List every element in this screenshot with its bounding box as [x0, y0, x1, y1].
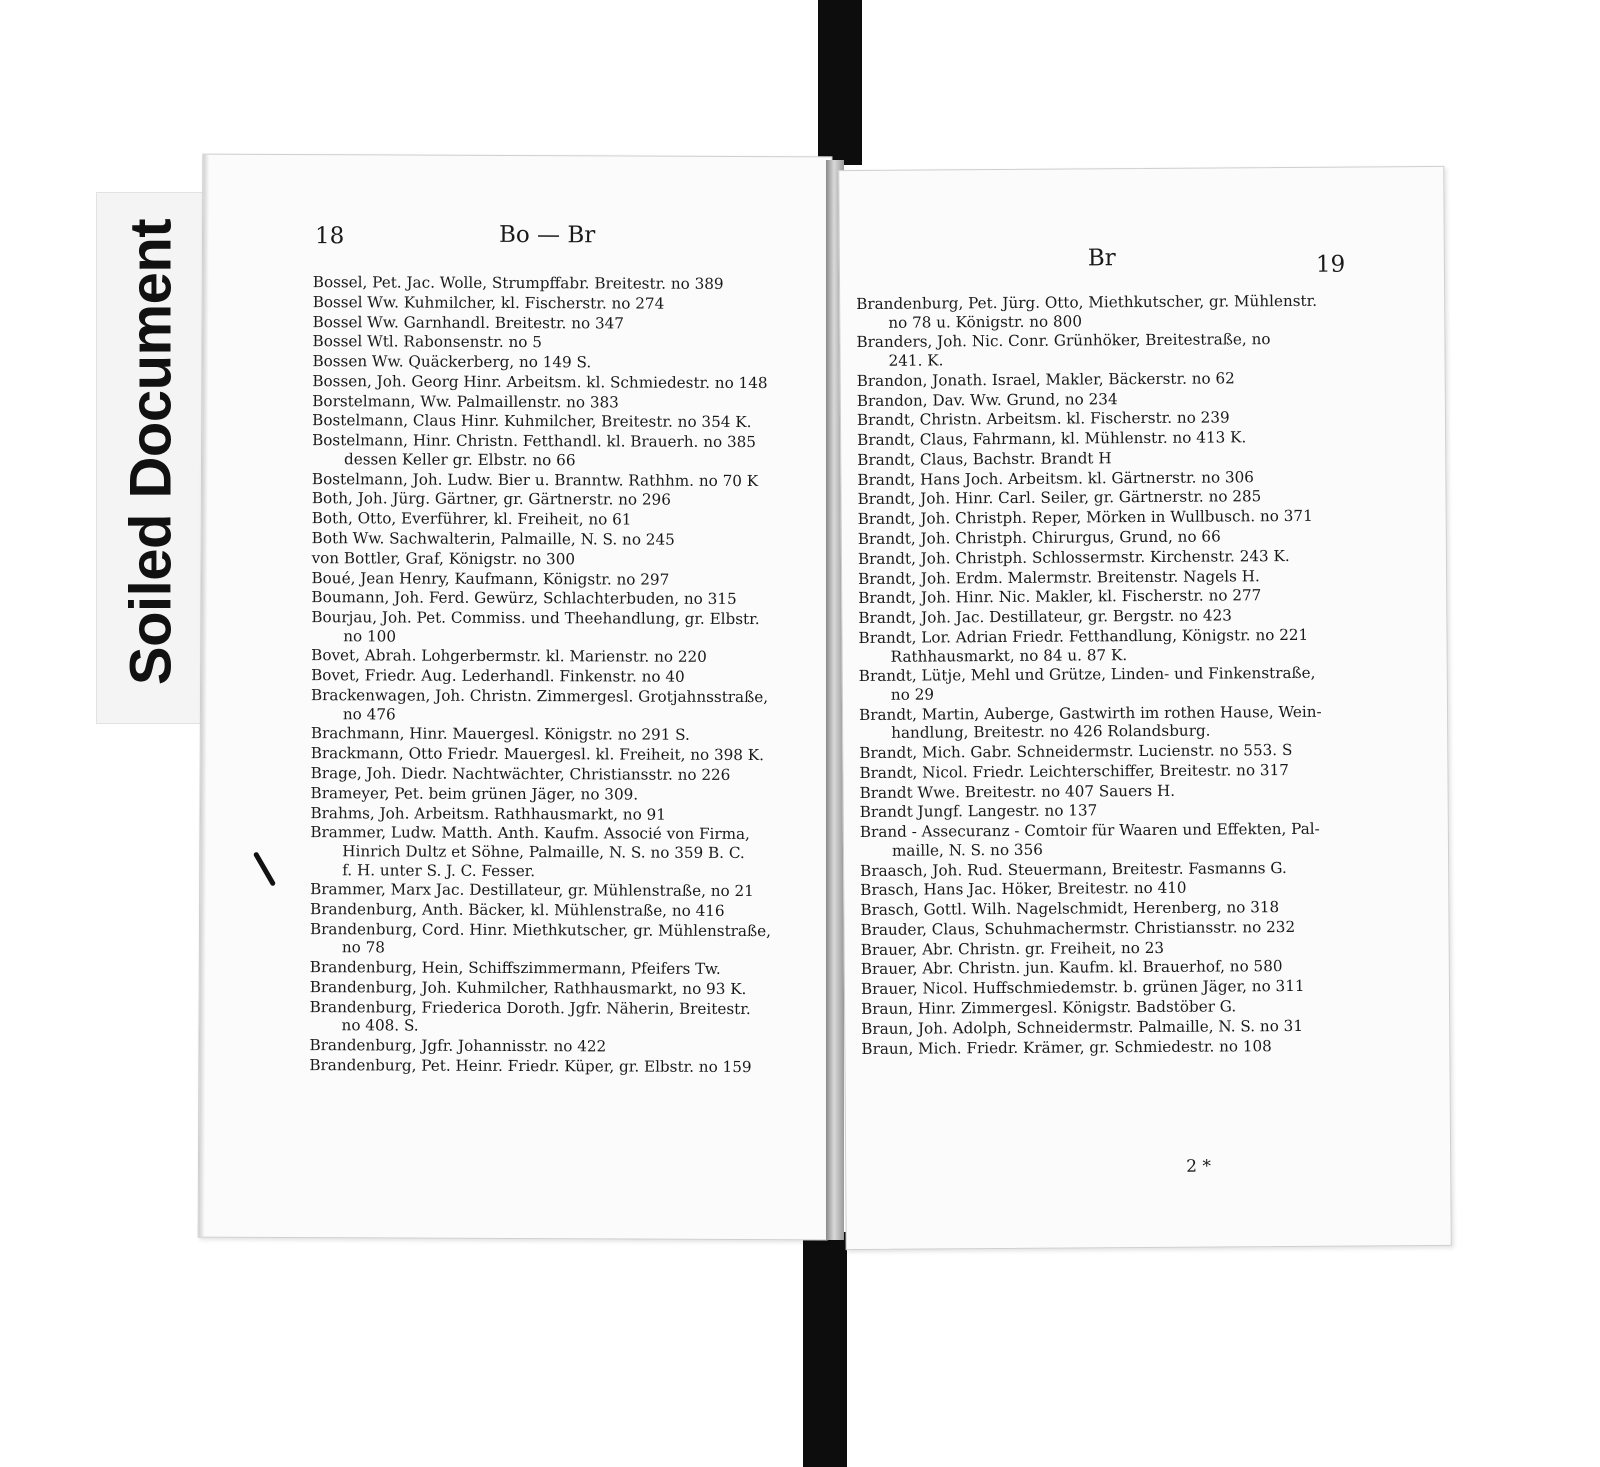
directory-entry [856, 330, 1319, 370]
directory-entry [311, 608, 772, 647]
directory-entry [312, 509, 773, 530]
entry-continuation-line: no 78 [341, 938, 386, 957]
entry-line: Braun, Mich. Friedr. Krämer, gr. Schmiedestr. no 108 [861, 1036, 1272, 1058]
entry-line: Brandt, Joh. Christph. Chirurgus, Grund, no 66 [857, 527, 1221, 549]
entry-line: Boumann, Joh. Ferd. Gewürz, Schlachterbuden, no 315 [311, 588, 737, 609]
directory-entry [310, 900, 771, 921]
entry-line: Brackenwagen, Joh. Christn. Zimmergesl. Grotjahnsstraße, [310, 686, 769, 707]
directory-entry [858, 527, 1321, 549]
entry-continuation-line: maille, N. S. no 356 [891, 840, 1043, 860]
directory-entry [310, 880, 771, 901]
entry-line: Brandt, Christn. Arbeitsm. kl. Fischerstr. no 239 [856, 408, 1230, 430]
directory-entry [311, 784, 772, 805]
directory-entry [312, 372, 773, 393]
directory-entry [311, 764, 772, 785]
directory-entry [859, 702, 1322, 742]
entry-line: Brauer, Nicol. Huffschmiedemstr. b. grünen Jäger, no 311 [860, 977, 1305, 999]
entry-line: Bostelmann, Hinr. Christn. Fetthandl. kl. Brauerh. no 385 [312, 431, 757, 452]
directory-entry [309, 1056, 770, 1077]
entry-line: Bossen, Joh. Georg Hinr. Arbeitsm. kl. Schmiedestr. no 148 [312, 372, 768, 393]
entry-line: Brauer, Abr. Christn. jun. Kaufm. kl. Brauerhof, no 580 [860, 957, 1283, 979]
directory-entry [311, 666, 772, 687]
directory-entry [310, 998, 771, 1037]
directory-entry [858, 566, 1321, 588]
entry-line: Brage, Joh. Diedr. Nachtwächter, Christiansstr. no 226 [310, 764, 731, 784]
entry-line: Bovet, Abrah. Lohgerbermstr. kl. Marienstr. no 220 [311, 646, 707, 667]
directory-entry [858, 606, 1321, 628]
directory-entry [311, 686, 772, 725]
directory-entry [857, 448, 1320, 470]
directory-entry [856, 292, 1319, 332]
entry-line: Bourjau, Joh. Pet. Commiss. und Theehandlung, gr. Elbstr. [311, 608, 760, 629]
directory-entry [857, 467, 1320, 489]
directory-entry [311, 647, 772, 668]
entry-line: Brahms, Joh. Arbeitsm. Rathhausmarkt, no 91 [310, 803, 666, 824]
entry-continuation-line: Rathhausmarkt, no 84 u. 87 K. [890, 645, 1128, 666]
entry-line: Brandt, Joh. Christph. Schlossermstr. Kirchenstr. 243 K. [857, 546, 1290, 568]
entry-line: Bovet, Friedr. Aug. Lederhandl. Finkenstr. no 40 [311, 666, 685, 686]
entry-line: Both, Joh. Jürg. Gärtner, gr. Gärtnerstr. no 296 [311, 489, 671, 510]
entry-line: Brandt, Lütje, Mehl und Grütze, Linden- und Finkenstraße, [858, 664, 1316, 686]
entry-continuation-line: Hinrich Dultz et Söhne, Palmaille, N. S. no 359 B. C. [342, 842, 745, 862]
entry-line: Brandt, Claus, Bachstr. Brandt H [857, 449, 1112, 469]
entry-continuation-line: no 100 [343, 626, 397, 646]
document-label: Soiled Document [118, 218, 184, 686]
directory-entry [311, 569, 772, 590]
directory-entry [310, 978, 771, 999]
directory-entry [310, 804, 771, 825]
entry-continuation-line: no 408. S. [341, 1016, 419, 1035]
right-page-number: 19 [1315, 251, 1346, 278]
entry-line: Braun, Hinr. Zimmergesl. Königstr. Badstöber G. [861, 997, 1237, 1018]
directory-entry [858, 626, 1321, 666]
entry-line: Brand - Assecuranz - Comtoir für Waaren und Effekten, Pal- [859, 819, 1320, 842]
entry-line: Bossen Ww. Quäckerberg, no 149 S. [312, 352, 592, 372]
left-page-number: 18 [314, 223, 345, 250]
binding-strip-bottom [803, 1232, 847, 1467]
entry-continuation-line: no 78 u. Königstr. no 800 [888, 312, 1083, 332]
entry-line: Bostelmann, Joh. Ludw. Bier u. Branntw. Rathhm. no 70 K [311, 469, 759, 490]
directory-entry [858, 586, 1321, 608]
directory-entry [857, 369, 1320, 391]
directory-entry [310, 958, 771, 979]
directory-entry [311, 744, 772, 765]
directory-entry [857, 388, 1320, 410]
directory-entry [857, 408, 1320, 430]
entry-line: Brandenburg, Friederica Doroth. Jgfr. Näherin, Breitestr. [309, 997, 751, 1018]
entry-line: Brandon, Dav. Ww. Grund, no 234 [856, 389, 1118, 410]
right-page-footer: 2 * [1186, 1156, 1212, 1177]
directory-entry [858, 507, 1321, 529]
directory-entry [311, 588, 772, 609]
entry-line: Boué, Jean Henry, Kaufmann, Königstr. no 297 [311, 568, 670, 589]
entry-line: Bostelmann, Claus Hinr. Kuhmilcher, Breitestr. no 354 K. [312, 411, 752, 432]
right-page [838, 166, 1452, 1250]
entry-line: Brandt, Joh. Jac. Destillateur, gr. Bergstr. no 423 [858, 606, 1232, 628]
directory-entry [861, 997, 1324, 1019]
directory-entry [859, 664, 1322, 704]
right-page-header: Br [1087, 245, 1116, 272]
binding-strip-top [818, 0, 862, 165]
entry-continuation-line: f. H. unter S. J. C. Fesser. [342, 860, 536, 880]
directory-entry [312, 352, 773, 373]
directory-entry [857, 428, 1320, 450]
directory-entry [861, 1017, 1324, 1039]
entry-line: Brandt, Joh. Hinr. Nic. Makler, kl. Fischerstr. no 277 [858, 586, 1262, 608]
directory-entry [860, 898, 1323, 920]
entry-line: Brandt, Nicol. Friedr. Leichterschiffer, Breitestr. no 317 [859, 760, 1289, 782]
entry-line: Brandon, Jonath. Israel, Makler, Bäckerstr. no 62 [856, 369, 1235, 390]
left-entries [309, 273, 773, 1078]
directory-entry [310, 823, 771, 881]
directory-entry [860, 918, 1323, 940]
entry-continuation-line: no 29 [890, 685, 935, 704]
entry-line: Brasch, Gottl. Wilh. Nagelschmidt, Herenberg, no 318 [860, 898, 1280, 920]
directory-entry [313, 332, 774, 353]
directory-entry [860, 878, 1323, 900]
entry-line: Brandt, Mich. Gabr. Schneidermstr. Lucienstr. no 553. S [859, 741, 1293, 763]
entry-line: Brandt, Joh. Erdm. Malermstr. Breitenstr. Nagels H. [858, 566, 1260, 588]
directory-entry [312, 529, 773, 550]
directory-entry [312, 392, 773, 413]
directory-entry [861, 977, 1324, 999]
directory-entry [312, 470, 773, 491]
entry-line: Brackmann, Otto Friedr. Mauergesl. kl. Freiheit, no 398 K. [310, 744, 765, 765]
directory-entry [861, 937, 1324, 959]
entry-line: von Bottler, Graf, Königstr. no 300 [311, 548, 576, 569]
entry-line: Both Ww. Sachwalterin, Palmaille, N. S. no 245 [311, 529, 675, 549]
entry-line: Braasch, Joh. Rud. Steuermann, Breitestr. Fasmanns G. [860, 858, 1287, 880]
directory-entry [309, 1036, 770, 1057]
left-page-header: Bo — Br [498, 221, 596, 249]
entry-line: Brandenburg, Anth. Bäcker, kl. Mühlenstraße, no 416 [310, 900, 725, 920]
entry-line: Brandt, Lor. Adrian Friedr. Fetthandlung, Königstr. no 221 [858, 625, 1309, 647]
entry-line: Brandt, Claus, Fahrmann, kl. Mühlenstr. no 413 K. [857, 428, 1247, 450]
entry-line: Brandt, Hans Joch. Arbeitsm. kl. Gärtnerstr. no 306 [857, 467, 1254, 489]
entry-line: Bossel Ww. Kuhmilcher, kl. Fischerstr. no 274 [312, 292, 665, 313]
directory-entry [860, 780, 1323, 802]
entry-line: Brandenburg, Pet. Heinr. Friedr. Küper, gr. Elbstr. no 159 [309, 1056, 752, 1076]
entry-line: Braun, Joh. Adolph, Schneidermstr. Palmaille, N. S. no 31 [861, 1016, 1304, 1038]
directory-entry [310, 920, 771, 959]
entry-line: Brasch, Hans Jac. Höker, Breitestr. no 410 [860, 879, 1187, 900]
entry-line: Brandt, Martin, Auberge, Gastwirth im rothen Hause, Wein- [858, 702, 1322, 724]
entry-line: Brammer, Ludw. Matth. Anth. Kaufm. Associé von Firma, [310, 823, 750, 844]
entry-line: Bossel Ww. Garnhandl. Breitestr. no 347 [312, 312, 625, 333]
directory-entry [861, 957, 1324, 979]
directory-entry [311, 725, 772, 746]
directory-entry [860, 858, 1323, 880]
entry-line: Brandt Jungf. Langestr. no 137 [859, 801, 1098, 822]
directory-entry [313, 293, 774, 314]
directory-entry [312, 549, 773, 570]
entry-line: Brachmann, Hinr. Mauergesl. Königstr. no 291 S. [310, 724, 690, 745]
entry-line: Brandt, Joh. Hinr. Carl. Seiler, gr. Gärtnerstr. no 285 [857, 487, 1262, 509]
entry-continuation-line: no 476 [342, 704, 396, 724]
entry-continuation-line: dessen Keller gr. Elbstr. no 66 [343, 450, 576, 470]
directory-entry [312, 490, 773, 511]
entry-line: Borstelmann, Ww. Palmaillenstr. no 383 [312, 391, 619, 412]
entry-line: Brandenburg, Pet. Jürg. Otto, Miethkutscher, gr. Mühlenstr. [856, 291, 1318, 314]
directory-entry [858, 547, 1321, 569]
entry-line: Brameyer, Pet. beim grünen Jäger, no 309. [310, 783, 639, 804]
entry-line: Brauder, Claus, Schuhmachermstr. Christiansstr. no 232 [860, 917, 1296, 939]
entry-line: Brauer, Abr. Christn. gr. Freiheit, no 23 [860, 938, 1165, 959]
entry-line: Brandenburg, Joh. Kuhmilcher, Rathhausmarkt, no 93 K. [309, 978, 747, 999]
directory-entry [859, 761, 1322, 783]
entry-continuation-line: 241. K. [888, 351, 944, 370]
entry-line: Bossel Wtl. Rabonsenstr. no 5 [312, 332, 542, 352]
directory-entry [857, 487, 1320, 509]
entry-line: Brandenburg, Cord. Hinr. Miethkutscher, gr. Mühlenstraße, [309, 919, 772, 940]
directory-entry [312, 431, 773, 470]
left-page [198, 154, 833, 1241]
directory-entry [313, 313, 774, 334]
entry-line: Bossel, Pet. Jac. Wolle, Strumpffabr. Breitestr. no 389 [312, 273, 724, 293]
entry-line: Brammer, Marx Jac. Destillateur, gr. Mühlenstraße, no 21 [310, 880, 754, 901]
entry-line: Brandt Wwe. Breitestr. no 407 Sauers H. [859, 781, 1176, 802]
directory-entry [860, 800, 1323, 822]
entry-line: Branders, Joh. Nic. Conr. Grünhöker, Breitestraße, no [856, 330, 1271, 352]
entry-line: Brandt, Joh. Christph. Reper, Mörken in Wullbusch. no 371 [857, 507, 1313, 529]
right-entries [856, 292, 1324, 1060]
directory-entry [313, 273, 774, 294]
entry-line: Brandenburg, Jgfr. Johannisstr. no 422 [309, 1036, 607, 1056]
directory-entry [860, 820, 1323, 860]
entry-line: Both, Otto, Everführer, kl. Freiheit, no 61 [311, 509, 632, 529]
entry-line: Brandenburg, Hein, Schiffszimmermann, Pfeifers Tw. [309, 958, 721, 979]
directory-entry [861, 1036, 1324, 1058]
directory-entry [312, 412, 773, 433]
entry-continuation-line: handlung, Breitestr. no 426 Rolandsburg. [891, 721, 1211, 743]
directory-entry [859, 741, 1322, 763]
